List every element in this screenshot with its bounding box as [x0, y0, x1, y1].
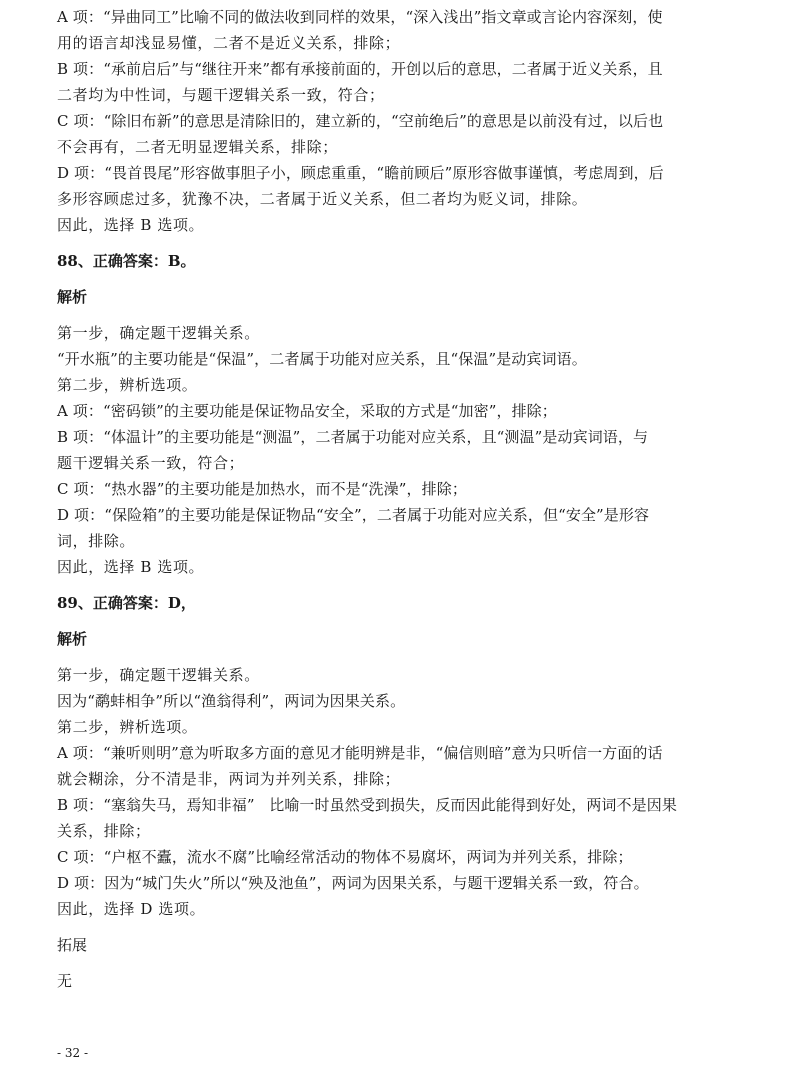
q89-option-b-line-1: B 项：“塞翁失马，焉知非福” 比喻一时虽然受到损失，反而因此能得到好处，两词不是因果 — [57, 796, 677, 814]
q87-explanation — [57, 4, 752, 238]
q87-option-c-line-2: 不会再有，二者无明显逻辑关系，排除； — [57, 138, 338, 156]
q89-explanation — [57, 590, 752, 922]
q89-option-a-line-2: 就会糊涂，分不清是非，两词为并列关系，排除； — [57, 770, 401, 788]
q88-option-b-line-1: B 项：“体温计”的主要功能是“测温”，二者属于功能对应关系，且“测温”是动宾词语，与 — [57, 428, 649, 446]
q87-option-d-line-2: 多形容顾虑过多，犹豫不决，二者属于近义关系，但二者均为贬义词，排除。 — [57, 190, 588, 208]
q87-option-d-line-1: D 项：“畏首畏尾”形容做事胆子小，顾虑重重，“瞻前顾后”原形容做事谨慎，考虑周到，后 — [57, 164, 664, 182]
q89-answer-heading: 89、正确答案：D， — [57, 594, 196, 612]
q87-option-a-line-2: 用的语言却浅显易懂，二者不是近义关系，排除； — [57, 34, 401, 52]
q89-option-b-line-2: 关系，排除； — [57, 822, 151, 840]
q88-analysis-label: 解析 — [57, 288, 88, 306]
q87-option-b-line-1: B 项：“承前启后”与“继往开来”都有承接前面的，开创以后的意思，二者属于近义关系，且 — [57, 60, 663, 78]
extension-section — [57, 932, 752, 994]
extension-label: 拓展 — [57, 936, 88, 954]
q89-option-d: D 项：因为“城门失火”所以“殃及池鱼”，两词为因果关系，与题干逻辑关系一致，符合。 — [57, 874, 649, 892]
q88-conclusion: 因此，选择 B 选项。 — [57, 558, 205, 576]
q88-explanation — [57, 248, 752, 580]
q89-option-a-line-1: A 项：“兼听则明”意为听取多方面的意见才能明辨是非，“偏信则暗”意为只听信一方面的话 — [57, 744, 663, 762]
q89-conclusion: 因此，选择 D 选项。 — [57, 900, 206, 918]
q88-option-d-line-2: 词，排除。 — [57, 532, 136, 550]
q87-conclusion: 因此，选择 B 选项。 — [57, 216, 205, 234]
q88-stem-relation: “开水瓶”的主要功能是“保温”，二者属于功能对应关系，且“保温”是动宾词语。 — [57, 350, 587, 368]
q88-option-d-line-1: D 项：“保险箱”的主要功能是保证物品“安全”，二者属于功能对应关系，但“安全”是形容 — [57, 506, 650, 524]
q87-option-a-line-1: A 项：“异曲同工”比喻不同的做法收到同样的效果，“深入浅出”指文章或言论内容深刻，使 — [57, 8, 663, 26]
q89-stem-relation: 因为“鹬蚌相争”所以“渔翁得利”，两词为因果关系。 — [57, 692, 406, 710]
q89-step-2: 第二步，辨析选项。 — [57, 718, 198, 736]
q89-option-c: C 项：“户枢不蠹，流水不腐”比喻经常活动的物体不易腐坏，两词为并列关系，排除； — [57, 848, 633, 866]
q88-option-c: C 项：“热水器”的主要功能是加热水，而不是“洗澡”，排除； — [57, 480, 467, 498]
q88-option-a: A 项：“密码锁”的主要功能是保证物品安全，采取的方式是“加密”，排除； — [57, 402, 557, 420]
extension-content: 无 — [57, 972, 73, 990]
q89-step-1: 第一步，确定题干逻辑关系。 — [57, 666, 260, 684]
q87-option-b-line-2: 二者均为中性词，与题干逻辑关系一致，符合； — [57, 86, 385, 104]
q87-option-c-line-1: C 项：“除旧布新”的意思是清除旧的，建立新的，“空前绝后”的意思是以前没有过，以后也 — [57, 112, 664, 130]
page-number: - 32 - — [57, 1046, 89, 1060]
q88-step-1: 第一步，确定题干逻辑关系。 — [57, 324, 260, 342]
q88-answer-heading: 88、正确答案：B。 — [57, 252, 196, 270]
q88-option-b-line-2: 题干逻辑关系一致，符合； — [57, 454, 245, 472]
q89-analysis-label: 解析 — [57, 630, 88, 648]
q88-step-2: 第二步，辨析选项。 — [57, 376, 198, 394]
